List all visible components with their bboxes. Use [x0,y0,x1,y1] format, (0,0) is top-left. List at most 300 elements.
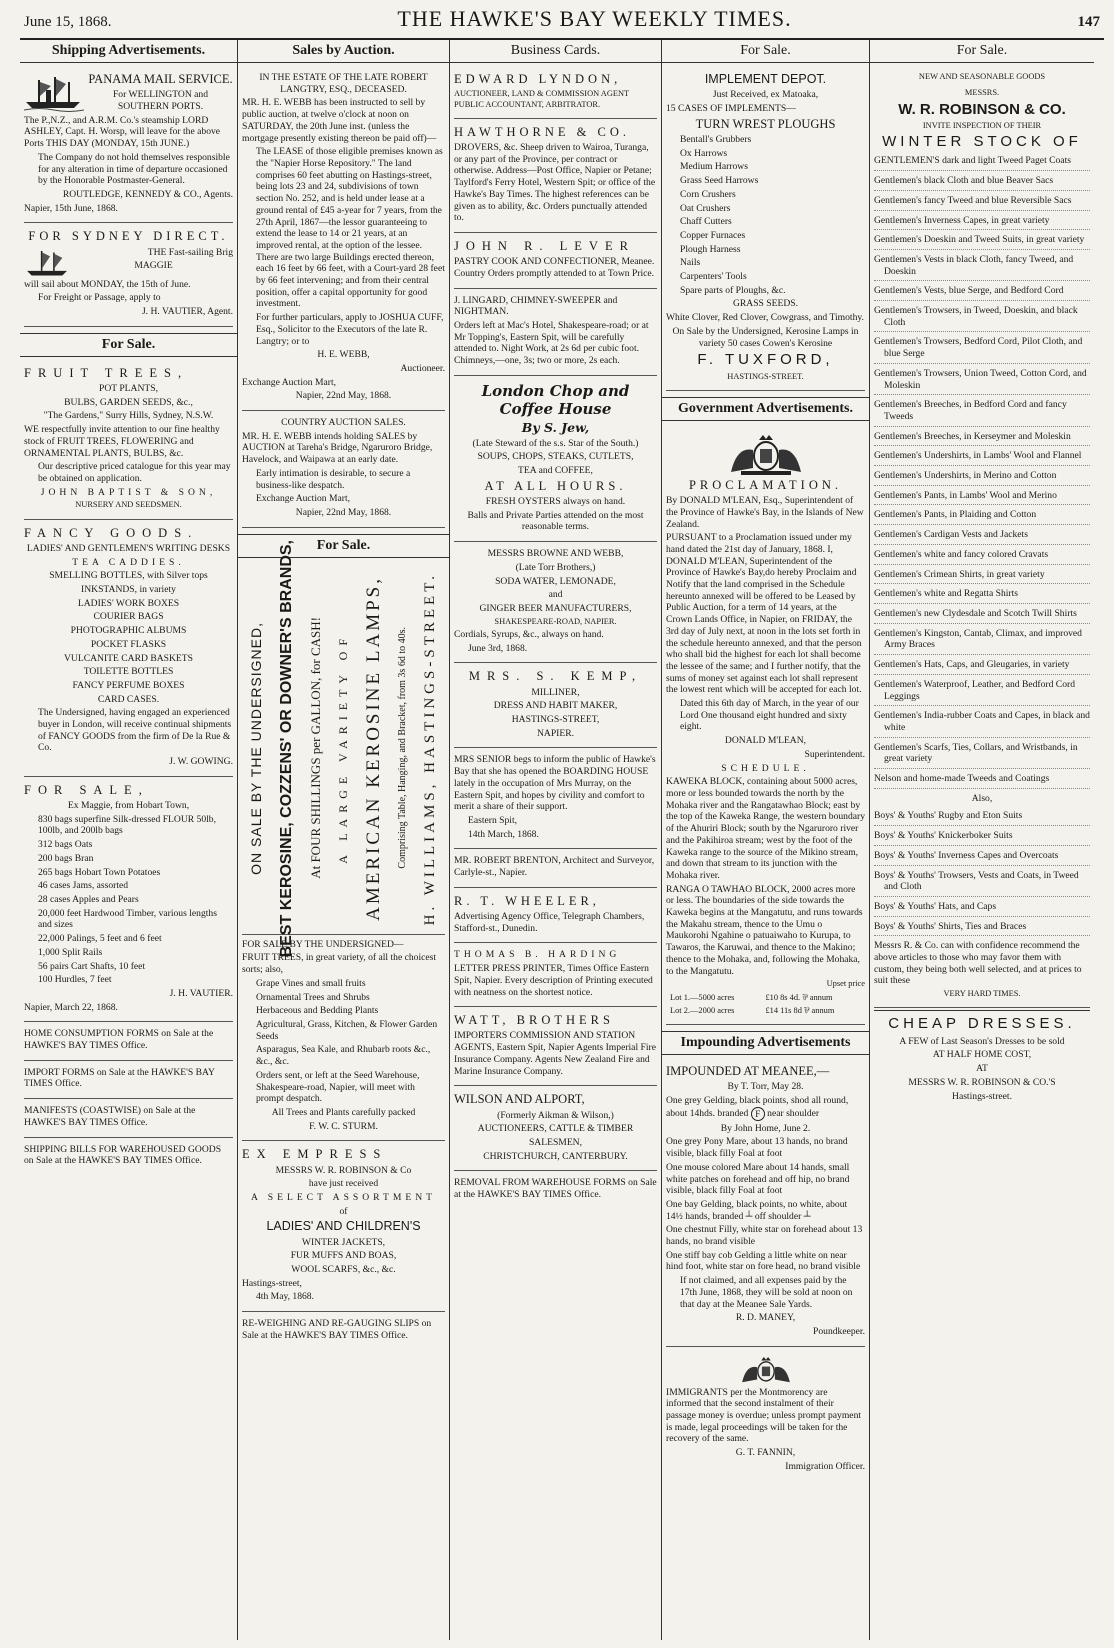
ad-manifests [24,1101,233,1137]
wheeler-title: R. T. WHEELER, [454,893,600,908]
list-item: Boys' & Youths' Hats, and Caps [874,899,1090,917]
proclamation-sign: DONALD M'LEAN, [724,735,807,747]
sturm-title: FOR SALE BY THE UNDERSIGNED— [242,938,404,950]
impound-body: If not claimed, and all expenses paid by the 17th June, 1868, they will be sold at noon on that day at the Meanee Sale Yards. [680,1275,853,1310]
depot-line3: On Sale by the Undersigned, Kerosine Lamps in variety 50 cases Cowen's Kerosine [672,325,859,349]
depot-item-6: Oat Crushers [680,202,731,214]
depot-item-1: Bentall's Grubbers [680,133,752,145]
kemp-line4: NAPIER. [536,727,575,739]
lot-price: £10 8s 4d. ⅌ annum [765,993,833,1003]
impound-by2: By John Home, June 2. [720,1122,811,1134]
fruit-body2: Our descriptive priced catalogue for this year may be obtained on application. [38,461,231,484]
ad-fruit-trees [24,362,233,520]
kerosine-line7: H. WILLIAMS, HASTINGS-STREET. [421,571,438,925]
empress-item-1: FUR MUFFS AND BOAS, [290,1250,397,1262]
sturm-item-1: Ornamental Trees and Shrubs [256,991,370,1003]
ad-lyndon [454,68,657,119]
list-item: Gentlemen's white and Regatta Shirts [874,586,1090,604]
browne-line4: GINGER BEER MANUFACTURERS, [479,603,632,614]
column-shipping [20,40,238,1640]
royal-crest-icon [727,432,805,476]
lyndon-title: EDWARD LYNDON, [454,72,622,87]
depot-place: HASTINGS-STREET. [727,371,804,381]
kerosine-line3: At FOUR SHILLINGS per GALLON, for CASH! [307,617,323,880]
list-item: Gentlemen's Crimean Shirts, in great variety [874,567,1090,585]
sydney-agent: J. H. VAUTIER, Agent. [141,306,233,318]
sturm-item-3: Agricultural, Grass, Kitchen, & Flower Garden Seeds [256,1018,438,1042]
impound-title: IMPOUNDED AT MEANEE,— [666,1064,830,1079]
impound-item1b: near shoulder [767,1107,820,1119]
ad-impounded-meanee [666,1060,865,1347]
list-item: Gentlemen's Trowsers, in Tweed, Doeskin, and black Cloth [874,303,1090,332]
ad-langtry-estate [242,68,445,411]
ad-lever [454,235,657,289]
proclamation-body: PURSUANT to a Proclamation issued under my hand dated the 21st day of January, 1868. I, DONALD M'LEAN, Superintendent of the Province of Hawke's Bay,do hereby Proclaim and Notify that the land comprised in the Schedule hereunto annexed will be offered to be Leased by Public Auction, for a term of 14 years, at the Crown Lands Office, in Napier, on FRIDAY, the 3rd day of July next, at noon in the lots set forth in the schedule hereunto annexed, and that the person who shall bid the highest for each lot shall become the lessee of the same; and I further notify, that the sums of money set against each lot shall represent the lowest rent which will be accepted for each lot. [666,532,862,696]
brig-icon [24,249,70,279]
impound-item1-text: One grey Gelding, black points, shod all round, about 14hds. branded [666,1095,849,1119]
impound-item-1: One mouse colored Mare about 14 hands, small white patches on forehead and off hip, no brand visible, black filly Foal at foot [666,1161,850,1197]
panama-title: PANAMA MAIL SERVICE. [88,72,233,87]
browne-title: MESSRS BROWNE AND WEBB, [487,548,624,560]
list-item: Gentlemen's Kingston, Cantab, Climax, and improved Army Braces [874,626,1090,655]
schedule-title: SCHEDULE. [721,762,810,774]
maggie-sign: J. H. VAUTIER. [169,987,233,999]
fruit-firm2: NURSERY AND SEEDSMEN. [75,500,182,510]
depot-item-2: Ox Harrows [680,147,728,159]
ad-cheap-dresses [874,1010,1090,1110]
sturm-body: FRUIT TREES, in great variety, of all the choicest sorts; also, [242,952,437,976]
chophouse-line5: Balls and Private Parties attended on the most reasonable terms. [467,509,644,533]
list-item: Gentlemen's Vests in black Cloth, fancy Tweed, and Doeskin [874,252,1090,281]
list-item: Gentlemen's Breeches, in Bedford Cord and fancy Tweeds [874,397,1090,426]
lyndon-body: AUCTIONEER, LAND & COMMISSION AGENT PUBLIC ACCOUNTANT, ARBITRATOR. [454,89,630,109]
fancy-body: The Undersigned, having engaged an experienced buyer in London, will receive continual shipments of FANCY GOODS from the firm of De la Rue & Co. [38,707,232,754]
list-item: Gentlemen's black Cloth and blue Beaver Sacs [874,173,1090,191]
impound-by1: By T. Torr, May 28. [727,1081,804,1093]
estate-title: IN THE ESTATE OF THE LATE ROBERT LANGTRY, ESQ., DECEASED. [259,72,428,95]
depot-item-10: Nails [680,257,701,269]
depot-line1: Just Received, ex Matoaka, [712,89,819,101]
removal-text: REMOVAL FROM WAREHOUSE FORMS on Sale at the HAWKE'S BAY TIMES Office. [454,1177,657,1201]
cheap-line4: Hastings-street. [952,1090,1012,1102]
sturm-item-2: Herbaceous and Bedding Plants [256,1005,379,1017]
fancy-item-0: LADIES' AND GENTLEMEN'S WRITING DESKS [26,542,231,554]
maggie-timber-4: 100 Hurdles, 7 feet [38,974,112,986]
browne-line5: SHAKESPEARE-ROAD, NAPIER. [494,616,617,626]
depot-item-4: Grass Seed Harrows [680,175,759,187]
kemp-line2: DRESS AND HABIT MAKER, [493,700,618,712]
fancy-item-5: COURIER BAGS [93,611,164,623]
list-item: Gentlemen's Pants, in Plaiding and Cotton [874,507,1090,525]
brenton-text: MR. ROBERT BRENTON, Architect and Surveyor, Carlyle-st., Napier. [454,855,655,879]
immigrants-sign: G. T. FANNIN, [735,1447,796,1459]
list-item: Gentlemen's Scarfs, Ties, Collars, and Wristbands, in great variety [874,740,1090,769]
table-row [668,993,863,1003]
column-implements-government [662,40,870,1640]
schedule-kaweka: KAWEKA BLOCK, containing about 5000 acres, more or less bounded towards the north by the Mohaka river and the Rangatawhao Block; east by the top of the Kaweka Range, the western boundary of the Ahuriri Block; south by the Ngaruroro river and the Pakihiroa stream; west by the foot of the Kaweka range to the source of the Mikino stream, and down that stream to its junction with the Mohaka river. [666,776,866,881]
sturm-item-0: Grape Vines and small fruits [256,977,366,989]
reweighing-text: RE-WEIGHING AND RE-GAUGING SLIPS on Sale at the HAWKE'S BAY TIMES Office. [242,1318,432,1341]
cheap-title: CHEAP DRESSES. [888,1015,1076,1033]
section-heading-for-sale-5: For Sale. [870,40,1094,63]
wilson-line4: CHRISTCHURCH, CANTERBURY. [483,1150,628,1162]
list-item: Gentlemen's Undershirts, in Lambs' Wool and Flannel [874,448,1090,466]
ad-harding [454,945,657,1007]
proclamation-title: PROCLAMATION. [688,477,843,492]
impound-item1 [666,1095,865,1121]
panama-notice: The Company do not hold themselves responsible for any alteration in time of departure occasioned by the Honorable Postmaster-General. [38,151,230,187]
fancy-item-11: CARD CASES. [97,693,160,705]
issue-date: June 15, 1868. [24,14,112,30]
maggie-title: FOR SALE, [24,782,149,797]
forms-import: IMPORT FORMS on Sale at the HAWKE'S BAY TIMES Office. [24,1066,215,1090]
kemp-line1: MILLINER, [531,686,580,698]
impound-item-0: One grey Pony Mare, about 13 hands, no brand visible, black filly Foal at foot [666,1136,848,1160]
ad-kemp [454,665,657,748]
ad-removal-forms [454,1173,657,1208]
list-item: GENTLEMEN'S dark and light Tweed Paget Coats [874,153,1090,171]
fancy-item-3: INKSTANDS, in variety [81,583,176,595]
depot-title: IMPLEMENT DEPOT. [704,72,827,87]
senior-body: MRS SENIOR begs to inform the public of Hawke's Bay that she has opened the BOARDING HOUSE lately in the occupation of Mrs Murray, on the Eastern Spit, and hopes by civility and comfort to merit a share of their support. [454,754,656,813]
list-item: Gentlemen's Waterproof, Leather, and Bedford Cord Leggings [874,677,1090,706]
kerosine-line2: BEST KEROSINE, COZZENS' OR DOWNER'S BRANDS, [277,539,295,957]
forms-home-consumption: HOME CONSUMPTION FORMS on Sale at the HAWKE'S BAY TIMES Office. [24,1028,214,1052]
immigrants-body: IMMIGRANTS per the Montmorency are informed that the second instalment of their passage money is overdue; unless prompt payment is made, legal proceedings will be taken for the recovery of the same. [666,1386,862,1445]
chophouse-sub: (Late Steward of the s.s. Star of the South.) [472,437,639,449]
list-item: Boys' & Youths' Trowsers, Vests and Coats, in Tweed and Cloth [874,868,1090,897]
fancy-title: FANCY GOODS. [24,525,199,540]
list-item: Boys' & Youths' Knickerboker Suits [874,828,1090,846]
robinson-also: Also, [971,792,993,804]
list-item: Gentlemen's Trowsers, Bedford Cord, Pilot Cloth, and blue Serge [874,334,1090,363]
lot-name: Lot 1.—5000 acres [670,993,735,1003]
lever-title: JOHN R. LEVER [454,239,635,253]
robinson-line2: MESSRS. [964,88,1000,98]
fancy-item-9: TOILETTE BOTTLES [83,666,174,678]
estate-date: Napier, 22nd May, 1868. [295,390,392,402]
list-item: Boys' & Youths' Rugby and Eton Suits [874,808,1090,826]
depot-item-12: Spare parts of Ploughs, &c. [680,284,786,296]
harding-body: LETTER PRESS PRINTER, Times Office Eastern Spit, Napier. Every description of Printing executed with neatness on the shortest notice. [454,963,653,998]
harding-title: THOMAS B. HARDING [454,949,621,961]
cheap-line1: AT HALF HOME COST, [932,1049,1032,1061]
ad-watt [454,1009,657,1086]
list-item: Gentlemen's fancy Tweed and blue Reversible Sacs [874,193,1090,211]
list-item: Gentlemen's India-rubber Coats and Capes, in black and white [874,708,1090,737]
sydney-title: FOR SYDNEY DIRECT. [28,229,229,244]
depot-item-3: Medium Harrows [680,161,748,173]
chophouse-owner: By S. Jew, [521,420,590,436]
ad-immigrants [666,1349,865,1481]
ad-robinson-winter-stock [874,68,1090,1008]
fancy-item-2: SMELLING BOTTLES, with Silver tops [49,570,208,582]
section-heading-for-sale-1: For Sale. [20,333,237,357]
estate-sign: H. E. WEBB, [317,349,370,361]
ad-fancy-goods [24,522,233,777]
fruit-firm: JOHN BAPTIST & SON, [40,486,217,498]
depot-item-9: Plough Harness [680,243,741,255]
fancy-item-7: POCKET FLASKS [90,638,167,650]
section-heading-for-sale-2: For Sale. [238,534,449,558]
country-date: Napier, 22nd May, 1868. [295,506,392,518]
empress-line4: of [339,1205,348,1217]
depot-item-5: Corn Crushers [680,188,736,200]
sydney-body1: THE Fast-sailing Brig [147,246,233,258]
watt-body: IMPORTERS COMMISSION AND STATION AGENTS, Eastern Spit, Napier Agents Imperial Fire Insurance Company. Agents New Zealand Fire and Marine Insurance Company. [454,1030,656,1077]
list-item: Gentlemen's new Clydesdale and Scotch Twill Shirts [874,606,1090,624]
section-heading-shipping: Shipping Advertisements. [20,40,237,63]
proclamation-dated: Dated this 6th day of March, in the year of our Lord One thousand eight hundred and sixty eight. [680,698,859,733]
ad-home-consumption-forms [24,1024,233,1060]
estate-place: Exchange Auction Mart, [242,376,337,388]
wheeler-body: Advertising Agency Office, Telegraph Chambers, Stafford-st., Dunedin. [454,911,645,934]
empress-item-2: WOOL SCARFS, &c., &c. [291,1264,396,1276]
panama-ports: For WELLINGTON and SOUTHERN PORTS. [112,89,209,113]
kerosine-line1: ON SALE BY THE UNDERSIGNED, [247,621,264,875]
browne-line2: SODA WATER, LEMONADE, [495,575,616,587]
fruit-line1: POT PLANTS, [99,383,158,395]
maggie-timber-0: 20,000 feet Hardwood Timber, various lengths and sizes [38,907,217,931]
sydney-body2: will sail about MONDAY, the 15th of June. [24,278,191,290]
ad-reweighing [242,1314,445,1349]
ad-sturm-trees [242,935,445,1142]
maggie-timber-3: 56 pairs Cart Shafts, 10 feet [38,960,146,972]
browne-date: June 3rd, 1868. [468,642,528,654]
fancy-item-4: LADIES' WORK BOXES [77,597,180,609]
fruit-title: FRUIT TREES, [24,365,189,380]
proclamation-by: By DONALD M'LEAN, Esq., Superintendent of the Province of Hawke's Bay, in the Islands of New Zealand. [666,495,864,530]
ad-browne-webb [454,544,657,663]
forms-shipping-bills: SHIPPING BILLS FOR WAREHOUSED GOODS on Sale at the HAWKE'S BAY TIMES Office. [24,1143,222,1167]
wilson-line3: SALESMEN, [528,1136,583,1148]
fruit-line2: BULBS, GARDEN SEEDS, &c., [64,396,193,408]
empress-line2: have just received [308,1178,379,1190]
fancy-item-1: TEA CADDIES. [72,556,185,568]
fruit-line3: "The Gardens," Surry Hills, Sydney, N.S.W. [43,410,214,422]
country-body: MR. H. E. WEBB intends holding SALES by AUCTION at Tareha's Bridge, Ngaruroro Bridge, Havelock, and Waipawa at an early date. [242,430,433,466]
cheap-body: A FEW of Last Season's Dresses to be sold [899,1035,1065,1047]
cheap-line2: AT [976,1063,988,1075]
chophouse-line4: FRESH OYSTERS always on hand. [485,496,626,508]
kemp-line3: HASTINGS-STREET, [511,714,600,726]
browne-line3: and [548,589,563,601]
brand-mark: F [751,1107,765,1121]
ad-import-forms [24,1063,233,1099]
list-item: Gentlemen's white and fancy colored Cravats [874,547,1090,565]
impound-sign: R. D. MANEY, [735,1312,796,1324]
ad-implement-depot [666,68,865,391]
lot-name: Lot 2.—2000 acres [670,1005,735,1015]
section-heading-government: Government Advertisements. [662,397,869,421]
sturm-body2: Orders sent, or left at the Seed Warehouse, Shakespeare-road, Napier, will meet with prompt despatch. [256,1069,420,1105]
hawthorne-title: HAWTHORNE & CO. [454,124,631,139]
kerosine-line5: AMERICAN KEROSINE LAMPS, [362,575,384,921]
section-heading-for-sale-4: For Sale. [662,40,869,63]
maggie-timber-2: 1,000 Split Rails [38,946,103,958]
schedule-upset-price: Upset price [826,979,865,989]
kemp-title: MRS. S. KEMP, [468,669,643,684]
ad-sydney-direct [24,225,233,326]
lingard-body: Orders left at Mac's Hotel, Shakespeare-road; or at Mr Topping's, Eastern Spit, will be carefully attended to. Night Work, at 2s 6d per cubic foot. Chimneys,—one, 3s; two or more, 2s each. [454,320,649,367]
immigrants-sign2: Immigration Officer. [785,1460,865,1472]
kerosine-line4: A LARGE VARIETY OF [335,632,350,864]
impound-item-4: One stiff bay cob Gelding a little white on near hind foot, white star on fore head, no brand visible [666,1249,861,1273]
browne-line6: Cordials, Syrups, &c., always on hand. [454,628,604,640]
fruit-body: WE respectfully invite attention to our fine healthy stock of FRUIT TREES, FLOWERING and ORNAMENTAL PLANTS, BULBS, &c. [24,424,220,459]
section-heading-auction: Sales by Auction. [238,40,449,63]
steamship-icon [24,74,84,112]
estate-body: MR. H. E. WEBB has been instructed to sell by public auction, at twelve o'clock at noon on SATURDAY, the 20th June inst. (unless the mortgage presently existing thereon be paid off)— [242,97,437,144]
empress-title: EX EMPRESS [242,1147,388,1162]
empress-date: 4th May, 1868. [256,1291,315,1303]
sturm-sign: F. W. C. STURM. [309,1120,378,1132]
sydney-body3: For Freight or Passage, apply to [38,292,161,304]
maggie-line1: Ex Maggie, from Hobart Town, [67,800,190,812]
estate-sign2: Auctioneer. [400,362,445,374]
list-item: Gentlemen's Vests, blue Serge, and Bedford Cord [874,283,1090,301]
chophouse-line1: SOUPS, CHOPS, STEAKS, CUTLETS, [477,451,634,463]
ad-shipping-bills [24,1140,233,1175]
chophouse-line3: AT ALL HOURS. [484,478,627,493]
list-item: Gentlemen's Undershirts, in Merino and Cotton [874,468,1090,486]
robinson-line1: NEW AND SEASONABLE GOODS [918,72,1046,82]
wilson-line2: AUCTIONEERS, CATTLE & TIMBER [477,1123,634,1135]
chophouse-title: London Chop and Coffee House [481,381,630,419]
forms-manifests: MANIFESTS (COASTWISE) on Sale at the HAWKE'S BAY TIMES Office. [24,1105,196,1128]
list-item: Gentlemen's Trowsers, Union Tweed, Cotton Cord, and Moleskin [874,366,1090,395]
lever-body: PASTRY COOK AND CONFECTIONER, Meanee. Country Orders promptly attended to at Town Price. [454,256,655,279]
estate-body2: The LEASE of those eligible premises known as the "Napier Horse Repository." The land comprises 60 feet abutting on Hastings-street, being lots 23 and 24, subdivisions of town section No. 252, and is held under lease at a ground rental of £45 a-year for 7 years, from the 27th April, 1867—the lessor guaranteeing to extend the lease to 14 or 21 years, at an improved rental, at the option of the lessee. There are two large Buildings erected thereon, each 16 feet by 66 feet, with a Court-yard 28 feet by 66 feet intervening; and from their central position, offer a capital opportunity for good investment. [256,146,445,310]
depot-item-8: Copper Furnaces [680,229,746,241]
list-item: Boys' & Youths' Shirts, Ties and Braces [874,919,1090,937]
schedule-ranga: RANGA O TAWHAO BLOCK, 2000 acres more or less. The boundaries of the side towards the Kaweka begins at the Mangatutu, and runs towards the Makahu stream, thence to the Umu o Maukorohi Ngahine o patuaiwaho to Kurupa, to Tawaros, the Karuwai, and thence to the Makino; thence to the Mohaka, and, following the Mohaka, to the Mangatutu. [666,883,863,977]
lingard-title: J. LINGARD, CHIMNEY-SWEEPER and NIGHTMAN. [454,294,618,318]
ad-lingard [454,291,657,376]
maggie-item-0: 830 bags superfine Silk-dressed FLOUR 50lb, 100lb, and 200lb bags [38,813,216,837]
browne-line1: (Late Torr Brothers,) [515,561,596,573]
estate-body3: For further particulars, apply to JOSHUA CUFF, Esq., Solicitor to the Executors of the late R. Langtry; or to [256,312,444,347]
wilson-line1: (Formerly Aikman & Wilson,) [497,1109,614,1121]
maggie-item-2: 200 bags Bran [38,852,94,864]
sturm-item-4: Asparagus, Sea Kale, and Rhubarb roots &c., &c., &c. [256,1044,431,1068]
senior-date: 14th March, 1868. [468,828,539,840]
sydney-ship: MAGGIE [134,260,173,272]
ad-wilson-alport [454,1088,657,1171]
list-item: Gentlemen's Breeches, in Kerseymer and Moleskin [874,429,1090,447]
section-heading-business: Business Cards. [450,40,661,63]
depot-item-0: TURN WREST PLOUGHS [695,116,836,131]
fancy-item-6: PHOTOGRAPHIC ALBUMS [70,625,187,637]
ad-proclamation [666,426,865,1025]
impound-sign2: Poundkeeper. [813,1325,865,1337]
hawthorne-body: DROVERS, &c. Sheep driven to Wairoa, Turanga, or any part of the Province, per contract or otherwise. Address—Post Office, Napier or Petane; Taylford's Ferry Hotel, Western Spit; or office of the Hawke's Bay Times. The highest references can be given as to ability, &c. Orders punctually attended to. [454,142,656,224]
empress-line1: MESSRS W. R. ROBINSON & Co [275,1164,412,1176]
empress-item-0: WINTER JACKETS, [301,1236,386,1248]
country-place: Exchange Auction Mart, [256,493,351,505]
cheap-line3: MESSRS W. R. ROBINSON & CO.'S [908,1076,1056,1088]
list-item: Boys' & Youths' Inverness Capes and Overcoats [874,848,1090,866]
columns [20,40,1104,1640]
empress-place: Hastings-street, [242,1277,302,1289]
depot-sign: F. TUXFORD, [697,351,834,369]
royal-crest-icon [736,1355,796,1385]
country-body2: Early intimation is desirable, to secure a business-like despatch. [256,467,411,491]
depot-item-7: Chaff Cutters [680,216,732,228]
column-auction [238,40,450,1640]
fancy-item-10: FANCY PERFUME BOXES [72,679,185,691]
maggie-timber-1: 22,000 Palings, 5 feet and 6 feet [38,933,162,945]
list-item: Gentlemen's Inverness Capes, in great variety [874,213,1090,231]
panama-agents: ROUTLEDGE, KENNEDY & CO., Agents. [62,188,233,200]
maggie-item-4: 46 cases Jams, assorted [38,880,129,892]
robinson-closing2: VERY HARD TIMES. [943,989,1021,999]
list-item: Gentlemen's Doeskin and Tweed Suits, in great variety [874,232,1090,250]
kerosine-line6: Comprising Table, Hanging, and Bracket, from 3s 6d to 40s. [396,627,408,870]
lot-price: £14 11s 8d ⅌ annum [765,1005,835,1015]
table-row [668,1006,863,1016]
wilson-title: WILSON AND ALPORT, [454,1092,585,1107]
lot-table [666,991,865,1018]
robinson-line4: WINTER STOCK OF [882,133,1082,151]
section-heading-impounding: Impounding Advertisements [662,1031,869,1055]
maggie-item-3: 265 bags Hobart Town Potatoes [38,866,161,878]
impound-item-2: One bay Gelding, black points, no white, about 14½ hands, branded ┴ off shoulder ┴ [666,1198,848,1222]
maggie-item-1: 312 bags Oats [38,839,93,851]
depot-item-13: GRASS SEEDS. [732,298,799,310]
fancy-sign: J. W. GOWING. [169,756,233,768]
ad-ex-empress [242,1143,445,1312]
masthead [20,6,1104,40]
ad-chop-house [454,378,657,542]
list-item: Gentlemen's Hats, Caps, and Gleugaries, in variety [874,657,1090,675]
depot-item-11: Carpenters' Tools [680,271,747,283]
ad-wheeler [454,890,657,944]
empress-line3: A SELECT ASSORTMENT [250,1191,437,1203]
newspaper-title: THE HAWKE'S BAY WEEKLY TIMES. [397,6,792,31]
column-robinson [870,40,1094,1640]
ad-country-auction [242,413,445,528]
ad-hawthorne [454,121,657,233]
ad-brenton [454,851,657,887]
depot-seeds: White Clover, Red Clover, Cowgrass, and Timothy. [666,312,864,324]
watt-title: WATT, BROTHERS [454,1013,614,1028]
empress-line5: LADIES' AND CHILDREN'S [266,1219,421,1234]
proclamation-sign2: Superintendent. [804,748,865,760]
fancy-item-8: VULCANITE CARD BASKETS [64,652,193,664]
depot-line2: 15 CASES OF IMPLEMENTS— [666,103,796,115]
panama-body: The P.,N.Z., and A.R.M. Co.'s steamship LORD ASHLEY, Capt. H. Worsp, will leave for the above Ports THIS DAY (MONDAY, 15th JUNE.) [24,114,221,150]
country-title: COUNTRY AUCTION SALES. [281,417,406,429]
sturm-body3: All Trees and Plants carefully packed [271,1106,416,1118]
column-business-cards [450,40,662,1640]
list-item: Nelson and home-made Tweeds and Coatings [874,771,1090,789]
ad-panama-mail [24,68,233,223]
robinson-line3: INVITE INSPECTION OF THEIR [922,120,1042,130]
panama-date: Napier, 15th June, 1868. [24,202,118,214]
chophouse-line2: TEA and COFFEE, [518,465,593,477]
impound-item-3: One chestnut Filly, white star on forehead about 13 hands, no brand visible [666,1224,863,1248]
robinson-closing: Messrs R. & Co. can with confidence recommend the above articles to those who may favor them with custom, they being both well selected, and at prices to suit these [874,940,1082,987]
ad-senior [454,750,657,849]
senior-place: Eastern Spit, [468,814,518,826]
robinson-firm: W. R. ROBINSON & CO. [898,100,1066,118]
list-item: Gentlemen's Cardigan Vests and Jackets [874,527,1090,545]
maggie-date: Napier, March 22, 1868. [24,1001,118,1013]
page-number: 147 [1077,14,1100,30]
maggie-item-5: 28 cases Apples and Pears [38,894,139,905]
ad-maggie-sale [24,779,233,1023]
